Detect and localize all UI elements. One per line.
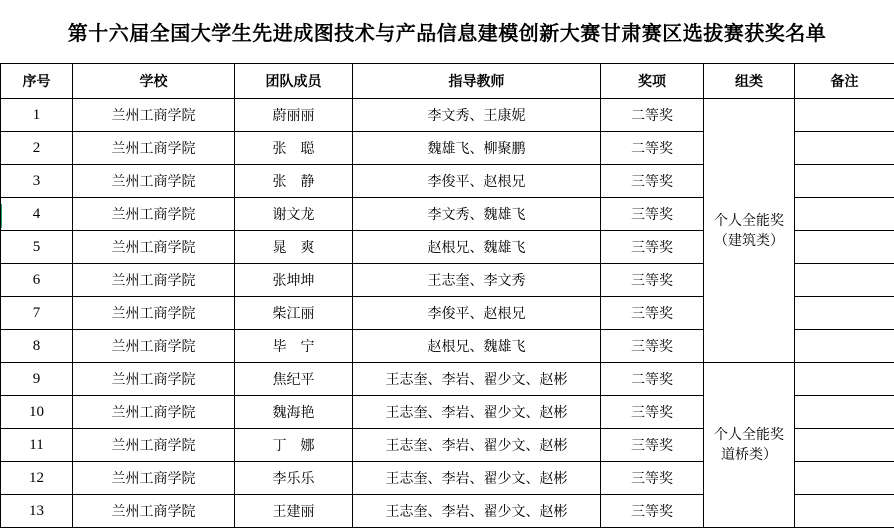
cell-award[interactable]: 三等奖 [601,429,704,462]
cell-note[interactable] [795,297,894,330]
cell-seq[interactable]: 1 [1,99,73,132]
cell-advisor[interactable]: 李文秀、魏雄飞 [353,198,601,231]
cell-seq[interactable]: 9 [1,363,73,396]
cell-advisor[interactable]: 魏雄飞、柳聚鹏 [353,132,601,165]
cell-award[interactable]: 二等奖 [601,363,704,396]
table-row [1,99,894,132]
cell-members[interactable]: 李乐乐 [235,462,353,495]
cell-members[interactable]: 张坤坤 [235,264,353,297]
cell-note[interactable] [795,132,894,165]
cell-school[interactable]: 兰州工商学院 [73,231,235,264]
cell-members[interactable]: 焦纪平 [235,363,353,396]
cell-advisor[interactable]: 李文秀、王康妮 [353,99,601,132]
cell-group-architecture[interactable] [704,99,795,363]
cell-school[interactable]: 兰州工商学院 [73,132,235,165]
cell-seq[interactable]: 6 [1,264,73,297]
cell-school[interactable]: 兰州工商学院 [73,330,235,363]
cell-note[interactable] [795,165,894,198]
cell-advisor[interactable]: 王志奎、李文秀 [353,264,601,297]
cell-note[interactable] [795,495,894,528]
cell-award[interactable]: 三等奖 [601,198,704,231]
cell-advisor[interactable]: 王志奎、李岩、翟少文、赵彬 [353,495,601,528]
cell-school[interactable]: 兰州工商学院 [73,264,235,297]
cell-school[interactable]: 兰州工商学院 [73,165,235,198]
awards-table [0,63,894,528]
cell-note[interactable] [795,231,894,264]
cell-note[interactable] [795,264,894,297]
cell-group-road-bridge[interactable] [704,363,795,528]
cell-members[interactable]: 晁 爽 [235,231,353,264]
cell-seq[interactable]: 5 [1,231,73,264]
cell-seq[interactable]: 13 [1,495,73,528]
cell-advisor[interactable]: 赵根兄、魏雄飞 [353,231,601,264]
cell-seq[interactable]: 2 [1,132,73,165]
header-advisor[interactable]: 指导教师 [353,64,601,99]
header-school[interactable]: 学校 [73,64,235,99]
cell-note[interactable] [795,330,894,363]
group-label-line1: 个人全能奖 [714,212,784,229]
cell-advisor[interactable]: 王志奎、李岩、翟少文、赵彬 [353,363,601,396]
cell-award[interactable]: 三等奖 [601,330,704,363]
cell-note[interactable] [795,363,894,396]
cell-award[interactable]: 三等奖 [601,495,704,528]
cell-award[interactable]: 三等奖 [601,264,704,297]
cell-members[interactable]: 张 聪 [235,132,353,165]
cell-award[interactable]: 三等奖 [601,462,704,495]
cell-school[interactable]: 兰州工商学院 [73,462,235,495]
cell-advisor[interactable]: 李俊平、赵根兄 [353,165,601,198]
group-label-line1: 个人全能奖 [714,427,784,443]
cell-award[interactable]: 二等奖 [601,99,704,132]
cell-advisor[interactable]: 王志奎、李岩、翟少文、赵彬 [353,462,601,495]
cell-note[interactable] [795,99,894,132]
cell-members[interactable]: 谢文龙 [235,198,353,231]
cell-note[interactable] [795,396,894,429]
cell-members[interactable]: 丁 娜 [235,429,353,462]
header-note[interactable]: 备注 [795,64,894,99]
cell-award[interactable]: 二等奖 [601,132,704,165]
cell-note[interactable] [795,462,894,495]
cell-members[interactable]: 蔚丽丽 [235,99,353,132]
cell-advisor[interactable]: 王志奎、李岩、翟少文、赵彬 [353,429,601,462]
cell-school[interactable]: 兰州工商学院 [73,297,235,330]
cell-award[interactable]: 三等奖 [601,165,704,198]
cell-advisor[interactable]: 王志奎、李岩、翟少文、赵彬 [353,396,601,429]
cell-school[interactable]: 兰州工商学院 [73,363,235,396]
cell-members[interactable]: 张 静 [235,165,353,198]
cell-school[interactable]: 兰州工商学院 [73,99,235,132]
header-group[interactable]: 组类 [704,64,795,99]
cell-seq[interactable]: 3 [1,165,73,198]
cell-school[interactable]: 兰州工商学院 [73,396,235,429]
header-row [1,64,894,99]
cell-note[interactable] [795,429,894,462]
page-title: 第十六届全国大学生先进成图技术与产品信息建模创新大赛甘肃赛区选拔赛获奖名单 [0,0,894,64]
cell-advisor[interactable]: 赵根兄、魏雄飞 [353,330,601,363]
cell-seq[interactable]: 8 [1,330,73,363]
header-award[interactable]: 奖项 [601,64,704,99]
cell-members[interactable]: 魏海艳 [235,396,353,429]
cell-members[interactable]: 毕 宁 [235,330,353,363]
cell-award[interactable]: 三等奖 [601,231,704,264]
cell-seq[interactable]: 12 [1,462,73,495]
cell-members[interactable]: 柴江丽 [235,297,353,330]
header-members[interactable]: 团队成员 [235,64,353,99]
header-seq[interactable]: 序号 [1,64,73,99]
cell-seq[interactable]: 4 [1,198,73,231]
cell-school[interactable]: 兰州工商学院 [73,198,235,231]
cell-award[interactable]: 三等奖 [601,297,704,330]
cell-seq[interactable]: 10 [1,396,73,429]
cell-members[interactable]: 王建丽 [235,495,353,528]
group-label-line2: 道桥类） [721,447,777,463]
cell-school[interactable]: 兰州工商学院 [73,429,235,462]
cell-school[interactable]: 兰州工商学院 [73,495,235,528]
cell-seq[interactable]: 7 [1,297,73,330]
group-label-line2: （建筑类） [714,232,784,249]
cell-seq[interactable]: 11 [1,429,73,462]
cell-advisor[interactable]: 李俊平、赵根兄 [353,297,601,330]
table-row [1,363,894,396]
cell-note[interactable] [795,198,894,231]
cell-award[interactable]: 三等奖 [601,396,704,429]
